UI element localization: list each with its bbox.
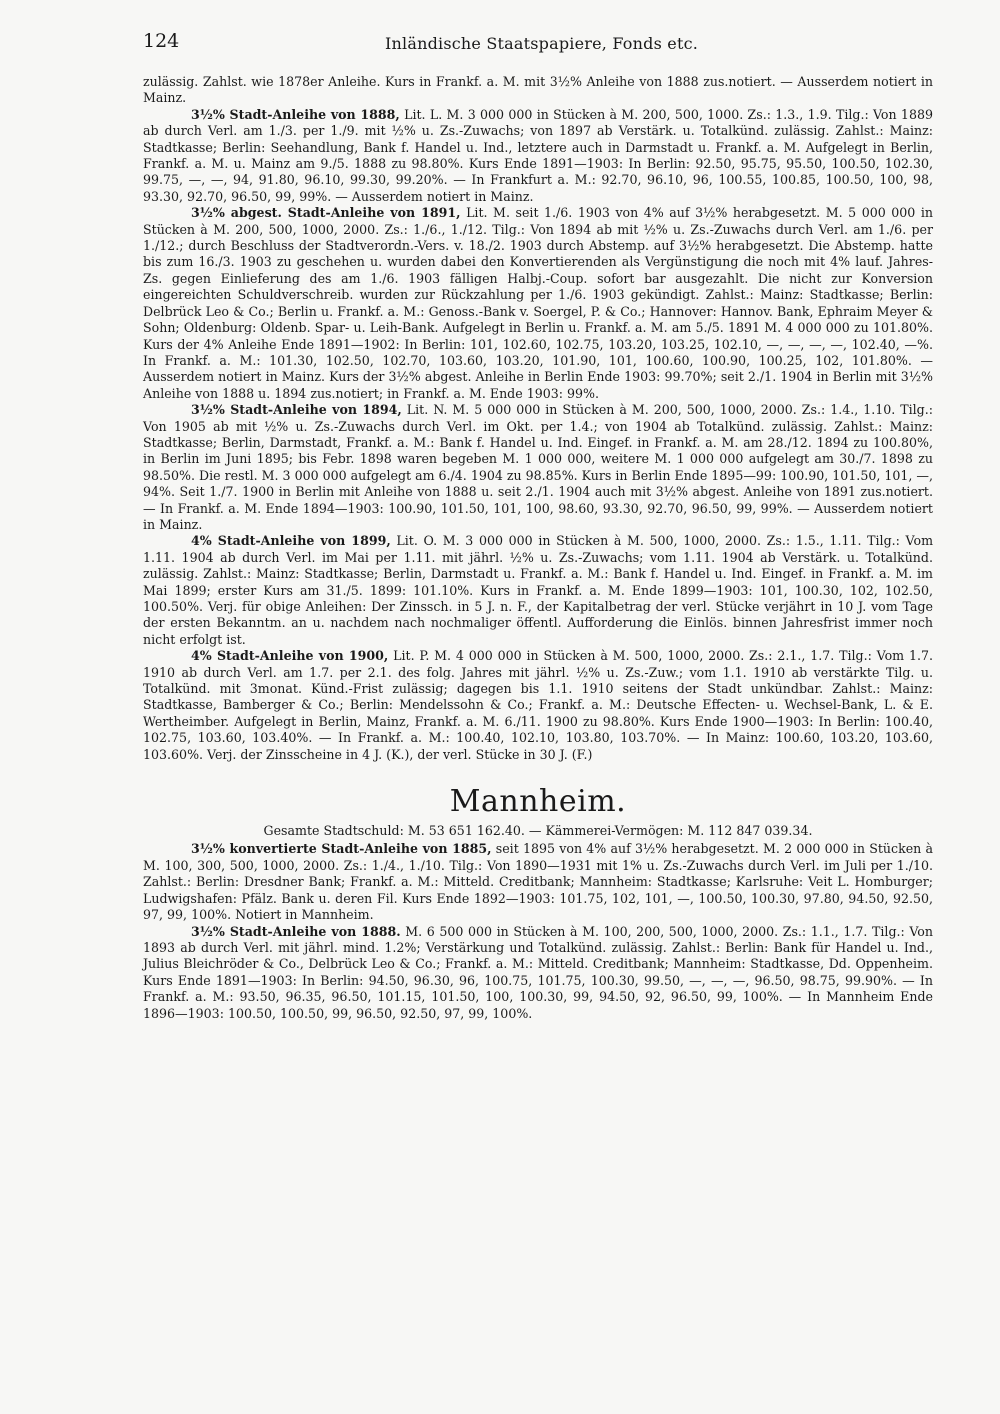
paragraph-text: seit 1895 von 4% auf 3½% herabgesetzt. M. 2 000 000 in Stücken à M. 100, 300, 500, 1000, 2000. Zs.: 1./4., 1./10. Tilg.: Von 1890—1931 mit 1% u. Zs.-Zuwachs durch Verl. im Juli per 1./10. Zahlst.: Berlin: Dresdner Bank; Frankf. a. M.: Mitteld. Creditbank; Mannheim: Stadtkasse; Karlsruhe: Veit L. Homburger; Ludwigshafen: Pfälz. Bank u. deren Fil. Kurs Ende 1892—1903: 101.75, 102, 101, —, 100.50, 100.30, 97.80, 94.50, 92.50, 97, 99, 100%. Notiert in Mannheim.: [143, 841, 933, 923]
paragraph-title: 3½% Stadt-Anleihe von 1888,: [191, 106, 400, 122]
page-number: 124: [143, 30, 180, 52]
paragraph-anleihe-1894: [143, 402, 933, 533]
paragraph-title: 3½% Stadt-Anleihe von 1888.: [191, 923, 401, 939]
paragraph-text: Lit. O. M. 3 000 000 in Stücken à M. 500, 1000, 2000. Zs.: 1.5., 1.11. Tilg.: Vom 1.11. 1904 ab durch Verl. im Mai per 1.11. mit jährl. ½% u. Zs.-Zuwachs; vom 1.11. 1904 ab Verstärk. u. Totalkünd. zulässig. Zahlst.: Mainz: Stadtkasse; Berlin, Darmstadt u. Frankf. a. M.: Bank f. Handel u. Ind. Eingef. in Frankf. a. M. im Mai 1899; erster Kurs am 31./5. 1899: 101.10%. Kurs in Frankf. a. M. Ende 1899—1903: 101, 100.30, 102, 102.50, 100.50%. Verj. für obige Anleihen: Der Zinssch. in 5 J. n. F., der Kapitalbetrag der verl. Stücke verjährt in 10 J. vom Tage der ersten Bekanntm. an u. nachdem nach nochmaliger öffentl. Aufforderung die Einlös. binnen Jahresfrist immer noch nicht erfolgt ist.: [143, 533, 934, 647]
paragraph-title: 4% Stadt-Anleihe von 1900,: [191, 648, 389, 664]
paragraph-text: M. 6 500 000 in Stücken à M. 100, 200, 500, 1000, 2000. Zs.: 1.1., 1.7. Tilg.: Von 1893 ab durch Verl. mit jährl. mind. 1.2%; Verstärkung und Totalkünd. zulässig. Zahlst.: Berlin: Bank für Handel u. Ind., Julius Bleichröder & Co., Delbrück Leo & Co.; Frankf. a. M.: Mitteld. Creditbank; Mannheim: Stadtkasse, Dd. Oppenheim. Kurs Ende 1891—1903: In Berlin: 94.50, 96.30, 96, 100.75, 101.75, 100.30, 99.50, —, —, —, 96.50, 98.75, 99.90%. — In Frankf. a. M.: 93.50, 96.35, 96.50, 101.15, 101.50, 100, 100.30, 99, 94.50, 92, 96.50, 99, 100%. — In Mannheim Ende 1896—1903: 100.50, 100.50, 99, 96.50, 92.50, 97, 99, 100%.: [143, 923, 933, 1021]
section-heading: Mannheim.: [449, 784, 627, 820]
paragraph-anleihe-1888: [143, 107, 933, 205]
paragraph-text: Lit. L. M. 3 000 000 in Stücken à M. 200, 500, 1000. Zs.: 1.3., 1.9. Tilg.: Von 1889 ab durch Verl. am 1./3. per 1./9. mit ½% u. Zs.-Zuwachs; von 1897 ab Verstärk. u. Totalkünd. zulässig. Zahlst.: Mainz: Stadtkasse; Berlin: Seehandlung, Bank f. Handel u. Ind., letztere auch in Darmstadt u. Frankf. a. M. Aufgelegt in Berlin, Frankf. a. M. u. Mainz am 9./5. 1888 zu 98.80%. Kurs Ende 1891—1903: In Berlin: 92.50, 95.75, 95.50, 100.50, 102.30, 99.75, —, —, 94, 91.80, 96.10, 99.30, 99.20%. — In Frankfurt a. M.: 92.70, 96.10, 96, 100.55, 100.85, 100.50, 100, 98, 93.30, 92.70, 96.50, 99, 99%. — Ausserdem notiert in Mainz.: [143, 106, 933, 204]
paragraph-continuation: [143, 74, 933, 107]
paragraph-text: zulässig. Zahlst. wie 1878er Anleihe. Kurs in Frankf. a. M. mit 3½% Anleihe von 1888 zus.notiert. — Ausserdem notiert in Mainz.: [143, 74, 933, 106]
paragraph-mannheim-1885: [143, 841, 933, 923]
paragraph-mannheim-1888: [143, 924, 933, 1022]
paragraph-anleihe-1891: [143, 205, 933, 402]
paragraph-text: Lit. M. seit 1./6. 1903 von 4% auf 3½% herabgesetzt. M. 5 000 000 in Stücken à M. 200, 500, 1000, 2000. Zs.: 1./6., 1./12. Tilg.: Von 1894 ab mit ½% u. Zs.-Zuwachs durch Verl. am 1./6. per 1./12.; durch Beschluss der Stadtverordn.-Vers. v. 18./2. 1903 durch Abstemp. auf 3½% herabgesetzt. Die Abstemp. hatte bis zum 16./3. 1903 zu geschehen u. wurden dabei den Konvertierenden als Vergünstigung die noch mit 4% lauf. Jahres-Zs. gegen Einlieferung des am 1./6. 1903 fälligen Halbj.-Coup. sofort bar ausgezahlt. Die nicht zur Konversion eingereichten Schuldverschreib. wurden zur Rückzahlung per 1./6. 1903 gekündigt. Zahlst.: Mainz: Stadtkasse; Berlin: Delbrück Leo & Co.; Berlin u. Frankf. a. M.: Genoss.-Bank v. Soergel, P. & Co.; Hannover: Hannov. Bank, Ephraim Meyer & Sohn; Oldenburg: Oldenb. Spar- u. Leih-Bank. Aufgelegt in Berlin u. Frankf. a. M. am 5./5. 1891 M. 4 000 000 zu 101.80%. Kurs der 4% Anleihe Ende 1891—1902: In Berlin: 101, 102.60, 102.75, 103.20, 103.25, 102.10, —, —, —, —, 102.40, —%. In Frankf. a. M.: 101.30, 102.50, 102.70, 103.60, 103.20, 101.90, 101, 100.60, 100.90, 100.25, 102, 101.80%. — Ausserdem notiert in Mainz. Kurs der 3½% abgest. Anleihe in Berlin Ende 1903: 99.70%; seit 2./1. 1904 in Berlin mit 3½% Anleihe von 1888 u. 1894 zus.notiert; in Frankf. a. M. Ende 1903: 99%.: [143, 205, 934, 401]
paragraph-anleihe-1899: [143, 533, 933, 648]
section-summary: Gesamte Stadtschuld: M. 53 651 162.40. — Kämmerei-Vermögen: M. 112 847 039.34.: [263, 823, 813, 839]
page-header: [143, 30, 943, 60]
running-title: Inländische Staatspapiere, Fonds etc.: [385, 34, 699, 53]
paragraph-text: Lit. N. M. 5 000 000 in Stücken à M. 200, 500, 1000, 2000. Zs.: 1.4., 1.10. Tilg.: Von 1905 ab mit ½% u. Zs.-Zuwachs durch Verl. im Okt. per 1.4.; von 1904 ab Totalkünd. zulässig. Zahlst.: Mainz: Stadtkasse; Berlin, Darmstadt, Frankf. a. M.: Bank f. Handel u. Ind. Eingef. in Frankf. a. M. am 28./12. 1894 zu 100.80%, in Berlin im Juni 1895; bis Febr. 1898 waren begeben M. 1 000 000, weitere M. 1 000 000 aufgelegt am 30./7. 1898 zu 98.50%. Die restl. M. 3 000 000 aufgelegt am 6./4. 1904 zu 98.85%. Kurs in Berlin Ende 1895—99: 100.90, 101.50, 101, —, 94%. Seit 1./7. 1900 in Berlin mit Anleihe von 1888 u. seit 2./1. 1904 auch mit 3½% abgest. Anleihe von 1891 zus.notiert. — In Frankf. a. M. Ende 1894—1903: 100.90, 101.50, 101, 100, 98.60, 93.30, 92.70, 96.50, 99, 99%. — Ausserdem notiert in Mainz.: [143, 402, 933, 532]
page-body: [143, 74, 933, 1022]
paragraph-anleihe-1900: [143, 648, 933, 763]
paragraph-title: 3½% abgest. Stadt-Anleihe von 1891,: [191, 205, 461, 221]
paragraph-title: 4% Stadt-Anleihe von 1899,: [191, 533, 391, 549]
paragraph-text: Lit. P. M. 4 000 000 in Stücken à M. 500, 1000, 2000. Zs.: 2.1., 1.7. Tilg.: Vom 1.7. 1910 ab durch Verl. am 1.7. per 2.1. des folg. Jahres mit jährl. ½% u. Zs.-Zuw.; vom 1.1. 1910 ab verstärkte Tilg. u. Totalkünd. mit 3monat. Künd.-Frist zulässig; dagegen bis 1.1. 1910 seitens der Stadt unkündbar. Zahlst.: Mainz: Stadtkasse, Bamberger & Co.; Berlin: Mendelssohn & Co.; Frankf. a. M.: Deutsche Effecten- u. Wechsel-Bank, L. & E. Wertheimber. Aufgelegt in Berlin, Mainz, Frankf. a. M. 6./11. 1900 zu 98.80%. Kurs Ende 1900—1903: In Berlin: 100.40, 102.75, 103.60, 103.40%. — In Frankf. a. M.: 100.40, 102.10, 103.80, 103.70%. — In Mainz: 100.60, 103.20, 103.60, 103.60%. Verj. der Zinsscheine in 4 J. (K.), der verl. Stücke in 30 J. (F.): [143, 648, 933, 762]
paragraph-title: 3½% konvertierte Stadt-Anleihe von 1885,: [191, 841, 492, 857]
paragraph-title: 3½% Stadt-Anleihe von 1894,: [191, 402, 402, 418]
